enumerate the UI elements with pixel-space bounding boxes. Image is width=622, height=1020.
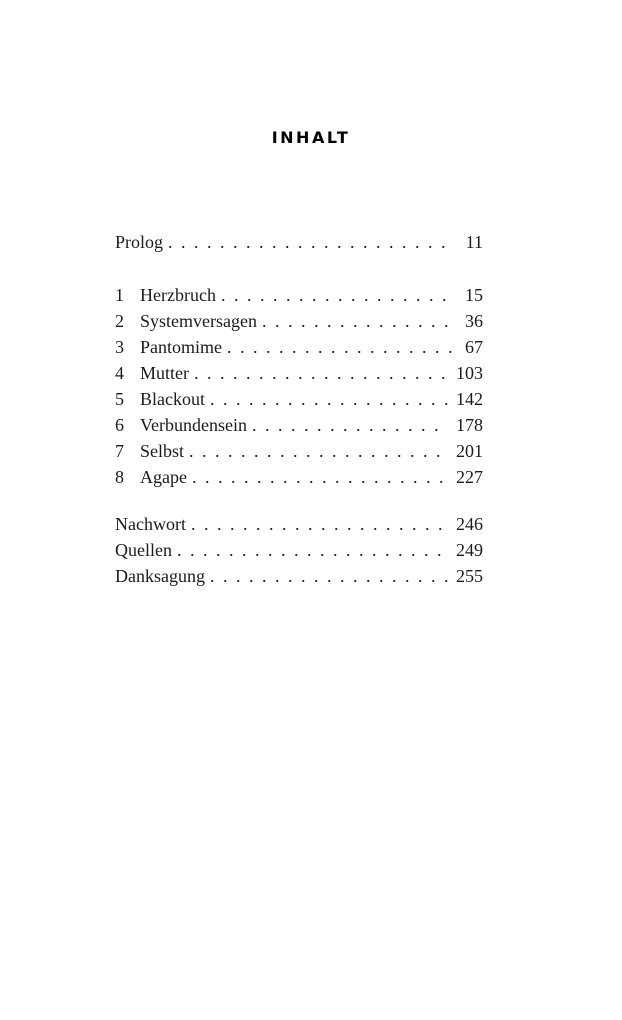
table-of-contents: [115, 229, 483, 589]
chapter-number: 7: [115, 441, 124, 461]
toc-row-chapter: [115, 308, 483, 334]
chapter-title: Systemversagen: [140, 311, 257, 331]
chapter-title: Selbst: [140, 441, 185, 461]
toc-row-chapter: [115, 334, 483, 360]
page-number: 227: [456, 467, 483, 487]
toc-row-chapter: [115, 412, 483, 438]
chapter-number: 6: [115, 415, 124, 435]
chapter-title: Agape: [140, 467, 187, 487]
toc-row-quellen: [115, 537, 483, 563]
chapter-number: 5: [115, 389, 124, 409]
dot-leader: [168, 229, 453, 255]
dot-leader: [210, 386, 448, 412]
page-number: 178: [456, 415, 483, 435]
entry-label: Prolog: [115, 232, 164, 252]
dot-leader: [192, 464, 448, 490]
chapter-number: 4: [115, 363, 124, 383]
page-number: 103: [456, 363, 483, 383]
dot-leader: [227, 334, 453, 360]
chapter-number: 3: [115, 337, 124, 357]
chapter-title: Herzbruch: [140, 285, 216, 305]
chapter-title: Mutter: [140, 363, 189, 383]
page-number: 142: [456, 389, 483, 409]
toc-row-prolog: [115, 229, 483, 255]
dot-leader: [194, 360, 448, 386]
dot-leader: [177, 537, 448, 563]
dot-leader: [221, 282, 453, 308]
toc-row-chapter: [115, 386, 483, 412]
page-number: 36: [465, 311, 483, 331]
page-title: INHALT: [271, 128, 351, 147]
page-number: 15: [465, 285, 483, 305]
toc-row-chapter: [115, 282, 483, 308]
toc-row-chapter: [115, 360, 483, 386]
page-number: 11: [465, 232, 483, 252]
dot-leader: [262, 308, 453, 334]
entry-label: Nachwort: [115, 514, 186, 534]
entry-label: Danksagung: [115, 566, 205, 586]
toc-row-danksagung: [115, 563, 483, 589]
page-number: 255: [456, 566, 483, 586]
toc-row-chapter: [115, 438, 483, 464]
toc-row-chapter: [115, 464, 483, 490]
page-number: 201: [456, 441, 483, 461]
chapter-title: Pantomime: [140, 337, 222, 357]
dot-leader: [210, 563, 448, 589]
chapter-title: Verbundensein: [140, 415, 247, 435]
page-number: 67: [465, 337, 483, 357]
dot-leader: [252, 412, 448, 438]
chapter-number: 1: [115, 285, 124, 305]
chapter-title: Blackout: [140, 389, 205, 409]
dot-leader: [191, 511, 448, 537]
chapter-number: 2: [115, 311, 124, 331]
page-number: 246: [456, 514, 483, 534]
dot-leader: [189, 438, 448, 464]
page-number: 249: [456, 540, 483, 560]
entry-label: Quellen: [115, 540, 172, 560]
toc-row-nachwort: [115, 511, 483, 537]
chapter-number: 8: [115, 467, 124, 487]
